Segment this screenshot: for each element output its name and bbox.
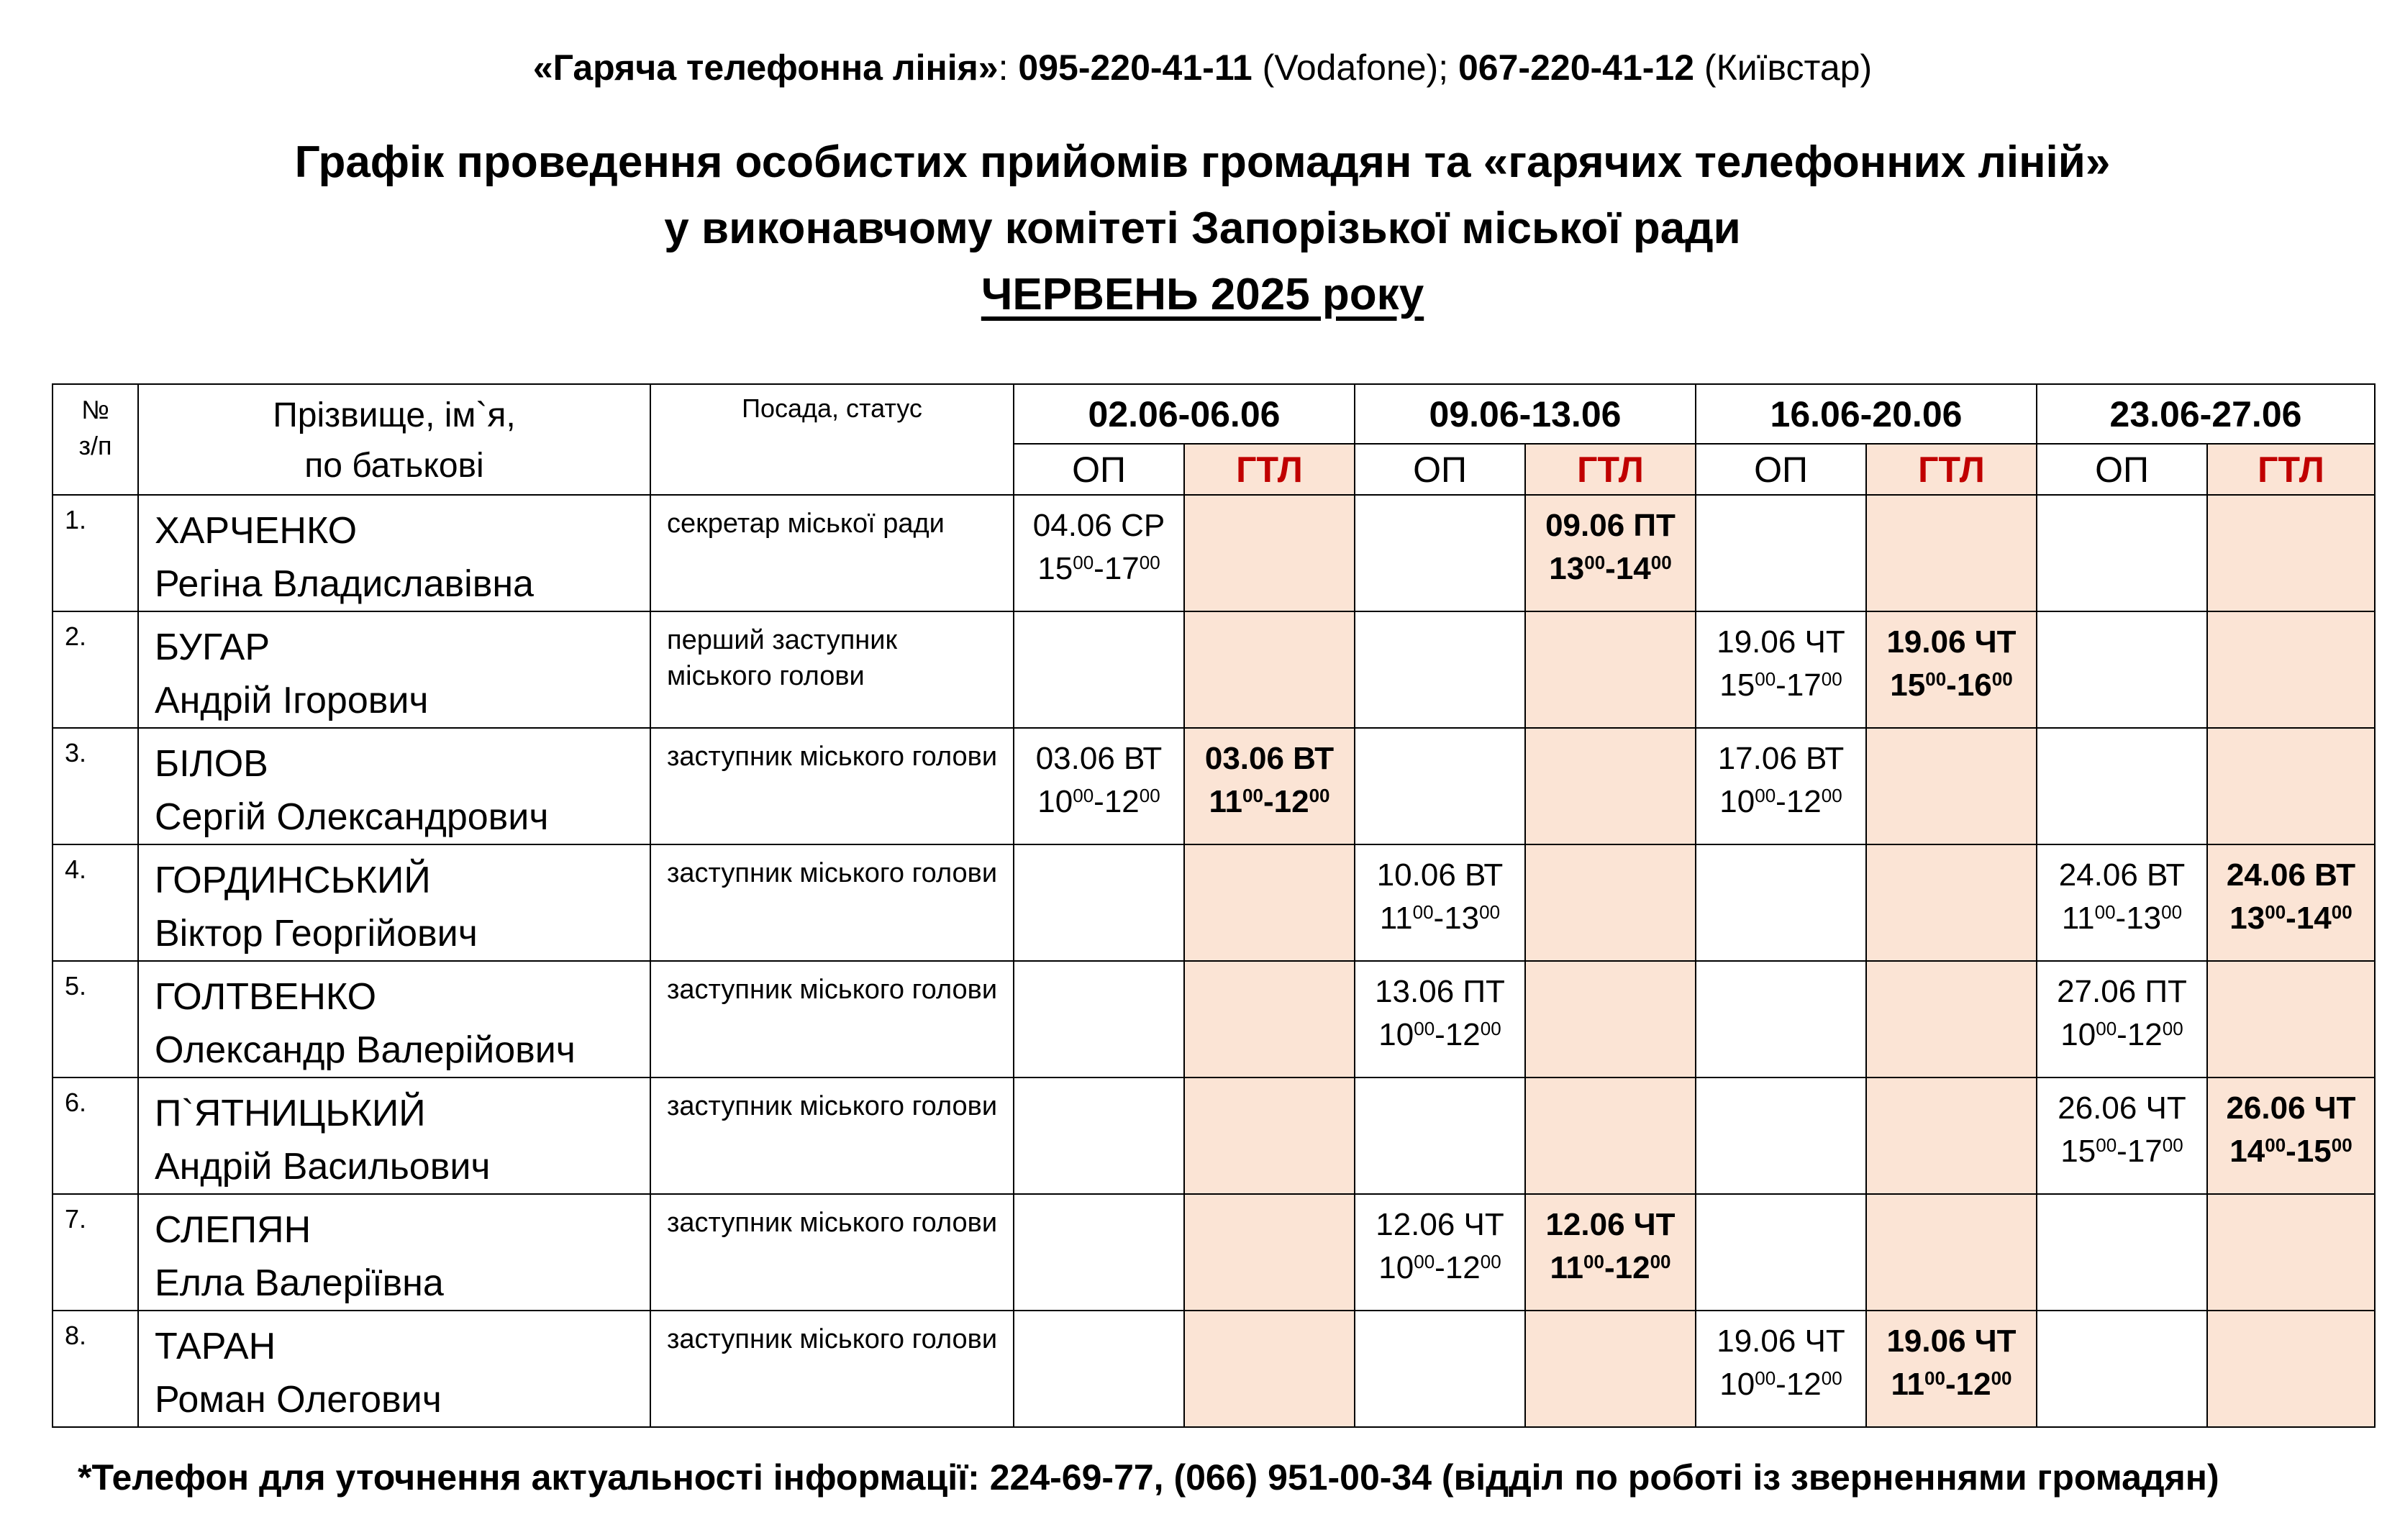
position-status: заступник міського голови [650, 844, 1014, 961]
surname: БІЛОВ [155, 743, 268, 785]
header-op: ОП [1696, 444, 1866, 495]
gtl-cell [1184, 1194, 1355, 1311]
gtl-cell [1184, 844, 1355, 961]
end-minutes: 00 [2162, 1018, 2183, 1039]
end-minutes: 00 [1650, 552, 1672, 573]
start-hour: 11 [1891, 1367, 1925, 1402]
start-hour: 15 [1719, 668, 1755, 703]
end-hour: 12 [2127, 1017, 2163, 1052]
title-month: ЧЕРВЕНЬ 2025 року [981, 270, 1424, 319]
start-minutes: 00 [1583, 1251, 1604, 1272]
appointment-date: 09.06 ПТ [1545, 508, 1676, 543]
gtl-cell [2207, 1311, 2375, 1427]
end-hour: 16 [1956, 668, 1992, 703]
header-week-3: 16.06-20.06 [1696, 384, 2037, 444]
header-number-label: з/п [78, 431, 112, 460]
hotline-operator-kyivstar: (Київстар) [1694, 47, 1873, 88]
end-minutes: 00 [2161, 901, 2183, 923]
gtl-cell [2207, 611, 2375, 728]
row-number: 5. [53, 961, 138, 1077]
gtl-cell [1866, 961, 2037, 1077]
end-hour: 13 [1444, 901, 1480, 936]
end-minutes: 00 [1139, 552, 1160, 573]
end-minutes: 00 [1821, 785, 1842, 806]
header-gtl: ГТЛ [1866, 444, 2037, 495]
gtl-cell [1184, 611, 1355, 728]
appointment-time: $11^{00}-13^{00}$ [2061, 901, 2183, 936]
gtl-cell [1866, 728, 2037, 844]
given-names: Андрій Ігорович [155, 680, 429, 721]
footer-note: *Телефон для уточнення актуальності інформації: 224-69-77, (066) 951-00-34 (відділ по роботі із зверненнями громадян) [78, 1457, 2219, 1498]
end-minutes: 00 [1821, 1367, 1842, 1389]
start-hour: 15 [2060, 1134, 2096, 1169]
start-minutes: 00 [1073, 552, 1094, 573]
start-hour: 11 [1209, 784, 1243, 819]
op-cell [2037, 611, 2207, 728]
row-number: 7. [53, 1194, 138, 1311]
gtl-cell [2207, 1194, 2375, 1311]
op-cell [1696, 728, 1866, 844]
start-minutes: 00 [2096, 1018, 2117, 1039]
schedule-body [53, 495, 2375, 1427]
start-minutes: 00 [1584, 552, 1606, 573]
person-name [138, 1311, 650, 1427]
gtl-cell [1525, 728, 1696, 844]
given-names: Віктор Георгійович [155, 913, 478, 954]
start-minutes: 00 [1242, 785, 1263, 806]
start-minutes: 00 [2265, 901, 2286, 923]
start-minutes: 00 [1925, 668, 1947, 690]
position-status: перший заступник міського голови [650, 611, 1014, 728]
appointment-time: $15^{00}-16^{00}$ [1890, 668, 2013, 703]
appointment-time: $10^{00}-12^{00}$ [1378, 1017, 1501, 1052]
appointment-time: $10^{00}-12^{00}$ [2060, 1017, 2183, 1052]
table-row [53, 611, 2375, 728]
appointment-date: 26.06 ЧТ [2226, 1090, 2356, 1126]
start-hour: 11 [1550, 1250, 1584, 1285]
op-cell [1014, 844, 1184, 961]
start-minutes: 00 [1755, 668, 1776, 690]
end-hour: 12 [1955, 1367, 1991, 1402]
position-status: заступник міського голови [650, 728, 1014, 844]
op-cell [2037, 1194, 2207, 1311]
surname: БУГАР [155, 627, 270, 668]
given-names: Андрій Васильович [155, 1146, 491, 1188]
gtl-cell [1866, 1077, 2037, 1194]
header-op: ОП [1014, 444, 1184, 495]
header-gtl: ГТЛ [2207, 444, 2375, 495]
position-status: заступник міського голови [650, 1077, 1014, 1194]
gtl-cell [2207, 728, 2375, 844]
end-hour: 14 [2296, 901, 2332, 936]
table-row [53, 844, 2375, 961]
end-hour: 17 [1786, 668, 1822, 703]
start-minutes: 00 [1755, 1367, 1776, 1389]
header-week-1: 02.06-06.06 [1014, 384, 1355, 444]
end-hour: 17 [1104, 551, 1140, 586]
gtl-cell [2207, 961, 2375, 1077]
end-minutes: 00 [1991, 668, 2013, 690]
appointment-date: 04.06 СР [1032, 508, 1165, 543]
table-row [53, 1311, 2375, 1427]
appointment-date: 12.06 ЧТ [1376, 1207, 1504, 1242]
header-op: ОП [1355, 444, 1525, 495]
appointment-date: 19.06 ЧТ [1717, 1323, 1845, 1359]
header-name-line1: Прізвище, ім`я, [273, 396, 516, 434]
start-hour: 11 [1379, 901, 1413, 936]
end-hour: 12 [1104, 784, 1140, 819]
person-name [138, 611, 650, 728]
start-hour: 10 [1719, 1367, 1755, 1402]
op-cell [1696, 1077, 1866, 1194]
op-cell [2037, 961, 2207, 1077]
header-name [138, 384, 650, 495]
appointment-time: $14^{00}-15^{00}$ [2229, 1134, 2352, 1169]
start-hour: 15 [1890, 668, 1926, 703]
op-cell [1014, 495, 1184, 611]
schedule-table [52, 383, 2376, 1428]
op-cell [1696, 495, 1866, 611]
header-gtl: ГТЛ [1184, 444, 1355, 495]
start-hour: 10 [1378, 1017, 1414, 1052]
appointment-time: $15^{00}-17^{00}$ [1037, 551, 1160, 586]
appointment-date: 13.06 ПТ [1375, 974, 1505, 1009]
surname: П`ЯТНИЦЬКИЙ [155, 1093, 426, 1134]
gtl-cell [1184, 1077, 1355, 1194]
gtl-cell [2207, 844, 2375, 961]
op-cell [2037, 844, 2207, 961]
given-names: Роман Олегович [155, 1379, 442, 1421]
end-minutes: 00 [2331, 1134, 2352, 1156]
end-hour: 13 [2126, 901, 2162, 936]
hotline-operator-vodafone: (Vodafone); [1252, 47, 1458, 88]
end-hour: 12 [1445, 1017, 1481, 1052]
gtl-cell [1525, 844, 1696, 961]
start-hour: 14 [2229, 1134, 2265, 1169]
position-status: заступник міського голови [650, 961, 1014, 1077]
appointment-time: $10^{00}-12^{00}$ [1719, 1367, 1842, 1402]
gtl-cell [1184, 495, 1355, 611]
appointment-time: $11^{00}-12^{00}$ [1209, 784, 1330, 819]
position-status: заступник міського голови [650, 1311, 1014, 1427]
gtl-cell [1525, 611, 1696, 728]
end-hour: 12 [1273, 784, 1309, 819]
start-hour: 11 [2061, 901, 2095, 936]
appointment-date: 19.06 ЧТ [1717, 624, 1845, 660]
appointment-date: 27.06 ПТ [2057, 974, 2187, 1009]
start-minutes: 00 [1924, 1367, 1945, 1389]
end-minutes: 00 [2162, 1134, 2183, 1156]
given-names: Сергій Олександрович [155, 796, 549, 838]
gtl-cell [1525, 1077, 1696, 1194]
gtl-cell [1525, 961, 1696, 1077]
op-cell [1014, 1077, 1184, 1194]
person-name [138, 844, 650, 961]
op-cell [1014, 728, 1184, 844]
row-number: 3. [53, 728, 138, 844]
start-hour: 10 [1719, 784, 1755, 819]
person-name [138, 1077, 650, 1194]
start-hour: 13 [1549, 551, 1585, 586]
appointment-date: 19.06 ЧТ [1886, 1323, 2017, 1359]
appointment-date: 03.06 ВТ [1204, 741, 1335, 776]
op-cell [1355, 844, 1525, 961]
op-cell [1696, 961, 1866, 1077]
gtl-cell [1525, 495, 1696, 611]
start-minutes: 00 [2096, 1134, 2117, 1156]
header-gtl: ГТЛ [1525, 444, 1696, 495]
surname: СЛЕПЯН [155, 1209, 312, 1251]
surname: ХАРЧЕНКО [155, 510, 358, 552]
person-name [138, 495, 650, 611]
appointment-date: 10.06 ВТ [1376, 857, 1504, 893]
gtl-cell [1866, 1311, 2037, 1427]
appointment-time: $10^{00}-12^{00}$ [1719, 784, 1842, 819]
op-cell [1355, 1311, 1525, 1427]
start-minutes: 00 [2265, 1134, 2286, 1156]
end-hour: 14 [1615, 551, 1651, 586]
op-cell [1696, 844, 1866, 961]
person-name [138, 728, 650, 844]
gtl-cell [2207, 495, 2375, 611]
start-hour: 10 [1378, 1250, 1414, 1285]
header-week-2: 09.06-13.06 [1355, 384, 1696, 444]
appointment-date: 24.06 ВТ [2226, 857, 2356, 893]
given-names: Олександр Валерійович [155, 1029, 576, 1071]
end-minutes: 00 [1480, 1018, 1501, 1039]
table-row [53, 495, 2375, 611]
surname: ГОЛТВЕНКО [155, 976, 377, 1018]
position-status: заступник міського голови [650, 1194, 1014, 1311]
hotline-phone-kyivstar: 067-220-41-12 [1458, 47, 1695, 88]
op-cell [1355, 728, 1525, 844]
appointment-time: $13^{00}-14^{00}$ [1549, 551, 1672, 586]
given-names: Елла Валеріївна [155, 1262, 444, 1304]
end-minutes: 00 [1991, 1367, 2012, 1389]
start-hour: 10 [2060, 1017, 2096, 1052]
op-cell [2037, 1311, 2207, 1427]
person-name [138, 1194, 650, 1311]
gtl-cell [1866, 495, 2037, 611]
end-hour: 15 [2296, 1134, 2332, 1169]
op-cell [1696, 1194, 1866, 1311]
hotline-sep: : [998, 47, 1019, 88]
op-cell [2037, 495, 2207, 611]
start-minutes: 00 [2094, 901, 2116, 923]
appointment-time: $11^{00}-13^{00}$ [1379, 901, 1501, 936]
gtl-cell [1866, 1194, 2037, 1311]
gtl-cell [2207, 1077, 2375, 1194]
row-number: 2. [53, 611, 138, 728]
start-minutes: 00 [1755, 785, 1776, 806]
gtl-cell [1525, 1194, 1696, 1311]
appointment-date: 12.06 ЧТ [1545, 1207, 1676, 1242]
gtl-cell [1866, 844, 2037, 961]
row-number: 4. [53, 844, 138, 961]
header-op: ОП [2037, 444, 2207, 495]
given-names: Регіна Владиславівна [155, 563, 534, 605]
document-title [0, 129, 2405, 328]
op-cell [1355, 1194, 1525, 1311]
appointment-time: $10^{00}-12^{00}$ [1378, 1250, 1501, 1285]
appointment-date: 17.06 ВТ [1717, 741, 1845, 776]
end-hour: 17 [2127, 1134, 2163, 1169]
table-row [53, 728, 2375, 844]
start-hour: 10 [1037, 784, 1073, 819]
row-number: 1. [53, 495, 138, 611]
end-minutes: 00 [2331, 901, 2352, 923]
appointment-time: $15^{00}-17^{00}$ [1719, 668, 1842, 703]
end-minutes: 00 [1479, 901, 1501, 923]
surname: ГОРДИНСЬКИЙ [155, 860, 431, 901]
gtl-cell [1866, 611, 2037, 728]
appointment-time: $11^{00}-12^{00}$ [1550, 1250, 1671, 1285]
appointment-date: 26.06 ЧТ [2058, 1090, 2186, 1126]
end-hour: 12 [1786, 1367, 1822, 1402]
title-line-1: Графік проведення особистих прийомів громадян та «гарячих телефонних ліній» [294, 137, 2111, 187]
start-minutes: 00 [1414, 1251, 1435, 1272]
appointment-time: $15^{00}-17^{00}$ [2060, 1134, 2183, 1169]
row-number: 6. [53, 1077, 138, 1194]
op-cell [1355, 611, 1525, 728]
end-minutes: 00 [1821, 668, 1842, 690]
header-week-4: 23.06-27.06 [2037, 384, 2375, 444]
end-minutes: 00 [1480, 1251, 1501, 1272]
appointment-date: 03.06 ВТ [1035, 741, 1163, 776]
table-row [53, 961, 2375, 1077]
appointment-time: $11^{00}-12^{00}$ [1891, 1367, 2012, 1402]
op-cell [1696, 1311, 1866, 1427]
end-minutes: 00 [1650, 1251, 1671, 1272]
end-hour: 12 [1614, 1250, 1650, 1285]
op-cell [2037, 1077, 2207, 1194]
op-cell [2037, 728, 2207, 844]
header-number-symbol: № [81, 395, 109, 424]
gtl-cell [1184, 961, 1355, 1077]
table-row [53, 1194, 2375, 1311]
start-hour: 15 [1037, 551, 1073, 586]
op-cell [1355, 495, 1525, 611]
appointment-date: 19.06 ЧТ [1886, 624, 2017, 660]
end-hour: 12 [1786, 784, 1822, 819]
op-cell [1014, 961, 1184, 1077]
end-minutes: 00 [1139, 785, 1160, 806]
person-name [138, 961, 650, 1077]
op-cell [1696, 611, 1866, 728]
gtl-cell [1525, 1311, 1696, 1427]
hotline-line [0, 42, 2405, 94]
header-number [53, 384, 138, 495]
start-minutes: 00 [1412, 901, 1434, 923]
start-minutes: 00 [1073, 785, 1094, 806]
start-minutes: 00 [1414, 1018, 1435, 1039]
table-row [53, 1077, 2375, 1194]
gtl-cell [1184, 728, 1355, 844]
surname: ТАРАН [155, 1326, 276, 1367]
appointment-date: 24.06 ВТ [2058, 857, 2186, 893]
appointment-time: $13^{00}-14^{00}$ [2229, 901, 2352, 936]
gtl-cell [1184, 1311, 1355, 1427]
hotline-label: «Гаряча телефонна лінія» [532, 47, 999, 88]
header-position: Посада, статус [650, 384, 1014, 495]
op-cell [1014, 611, 1184, 728]
op-cell [1014, 1194, 1184, 1311]
end-hour: 12 [1445, 1250, 1481, 1285]
op-cell [1355, 1077, 1525, 1194]
op-cell [1014, 1311, 1184, 1427]
op-cell [1355, 961, 1525, 1077]
title-line-2: у виконавчому комітеті Запорізької міської ради [664, 204, 1741, 253]
hotline-phone-vodafone: 095-220-41-11 [1018, 47, 1252, 88]
position-status: секретар міської ради [650, 495, 1014, 611]
end-minutes: 00 [1309, 785, 1330, 806]
header-name-line2: по батькові [304, 447, 484, 485]
start-hour: 13 [2229, 901, 2265, 936]
appointment-time: $10^{00}-12^{00}$ [1037, 784, 1160, 819]
row-number: 8. [53, 1311, 138, 1427]
